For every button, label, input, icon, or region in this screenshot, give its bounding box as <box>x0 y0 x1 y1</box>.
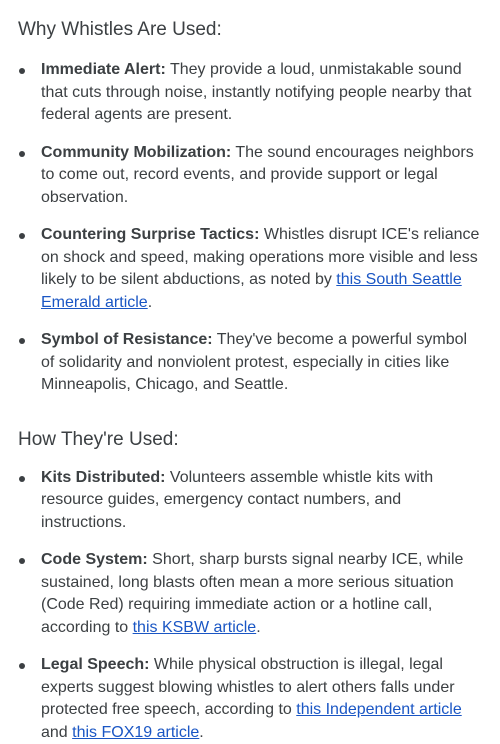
item-term: Community Mobilization: <box>41 144 231 161</box>
item-text: They provide a loud, unmistakable sound that cuts through noise, instantly notifying people nearby that federal agents are present. <box>41 61 472 123</box>
item-text: Short, sharp bursts signal nearby ICE, while sustained, long blasts often mean a more serious situation (Code Red) requiring immediate action or a hotline call, according to <box>41 551 463 636</box>
item-text: While physical obstruction is illegal, legal experts suggest blowing whistles to alert others falls under protected free speech, according to <box>41 656 455 718</box>
bullet-icon <box>19 663 25 669</box>
list-item <box>18 224 482 314</box>
bullet-icon <box>19 233 25 239</box>
bullet-icon <box>19 476 25 482</box>
item-term: Legal Speech: <box>41 656 149 673</box>
list-item <box>18 329 482 397</box>
bullet-icon <box>19 151 25 157</box>
south-seattle-emerald-link[interactable]: this South Seattle Emerald article <box>41 271 462 311</box>
bullet-icon <box>19 338 25 344</box>
item-term: Immediate Alert: <box>41 61 166 78</box>
item-text: The sound encourages neighbors to come out, record events, and provide support or legal observation. <box>41 144 474 206</box>
list-item <box>18 549 482 639</box>
item-text-middle: and <box>41 724 72 741</box>
item-text-end: . <box>148 294 152 311</box>
list-item <box>18 59 482 127</box>
why-list <box>18 59 482 397</box>
list-item <box>18 467 482 535</box>
independent-article-link[interactable]: this Independent article <box>296 701 461 718</box>
item-text: Whistles disrupt ICE's reliance on shock and speed, making operations more visible and less likely to be silent abductions, as noted by <box>41 226 479 288</box>
item-text-end: . <box>256 619 260 636</box>
fox19-article-link[interactable]: this FOX19 article <box>72 724 199 741</box>
ksbw-article-link[interactable]: this KSBW article <box>133 619 257 636</box>
section-heading-why: Why Whistles Are Used: <box>18 17 482 43</box>
item-term: Code System: <box>41 551 148 568</box>
bullet-icon <box>19 68 25 74</box>
item-text: They've become a powerful symbol of solidarity and nonviolent protest, especially in cities like Minneapolis, Chicago, and Seattle. <box>41 331 467 393</box>
item-text-end: . <box>199 724 203 741</box>
how-list <box>18 467 482 744</box>
bullet-icon <box>19 558 25 564</box>
list-item <box>18 142 482 210</box>
item-term: Symbol of Resistance: <box>41 331 213 348</box>
item-term: Kits Distributed: <box>41 469 165 486</box>
item-text: Volunteers assemble whistle kits with resource guides, emergency contact numbers, and instructions. <box>41 469 433 531</box>
list-item <box>18 654 482 744</box>
item-term: Countering Surprise Tactics: <box>41 226 259 243</box>
section-heading-how: How They're Used: <box>18 427 482 453</box>
